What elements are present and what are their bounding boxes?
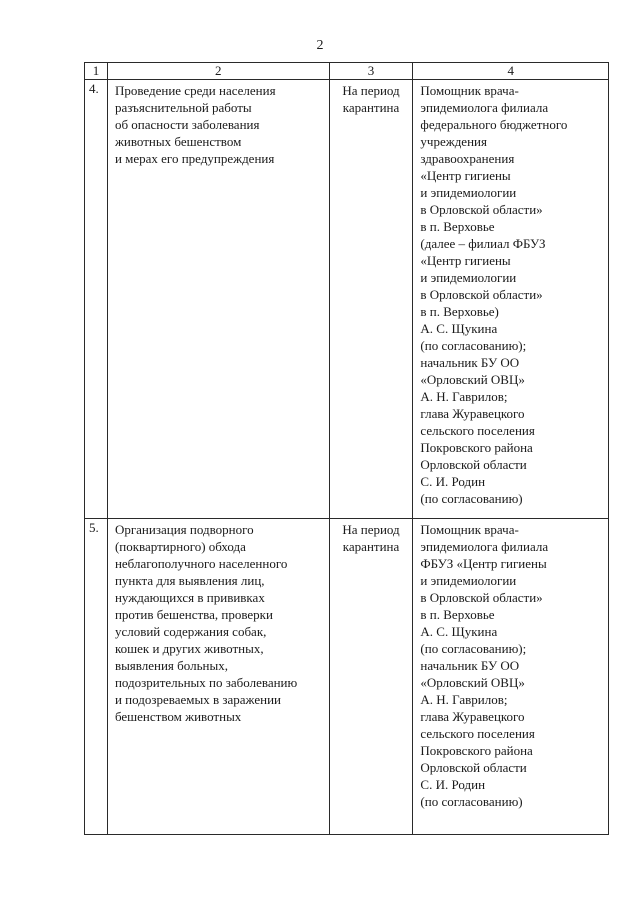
text-line: против бешенства, проверки xyxy=(114,607,273,622)
text-line: «Орловский ОВЦ» xyxy=(420,372,525,387)
text-line: об опасности заболевания xyxy=(114,117,260,132)
text-line: (по согласованию); xyxy=(420,338,527,353)
text-line: сельского поселения xyxy=(420,726,535,741)
text-line: Проведение среди населения xyxy=(114,83,276,98)
text-line: карантина xyxy=(342,539,400,554)
text-line: в п. Верховье xyxy=(420,219,495,234)
text-line: здравоохранения xyxy=(420,151,515,166)
column-header-3: 3 xyxy=(329,63,413,80)
text-line: глава Журавецкого xyxy=(420,406,525,421)
text-line: и эпидемиологии xyxy=(420,185,517,200)
text-line: и подозреваемых в заражении xyxy=(114,692,281,707)
text-line: бешенством животных xyxy=(114,709,242,724)
text-line: С. И. Родин xyxy=(420,777,486,792)
responsible-cell xyxy=(413,519,609,835)
table-row xyxy=(85,519,609,835)
text-line: глава Журавецкого xyxy=(420,709,525,724)
measure-cell xyxy=(107,80,329,519)
text-line: Орловской области xyxy=(420,760,527,775)
row-number: 5. xyxy=(85,519,108,835)
text-line: неблагополучного населенного xyxy=(114,556,288,571)
text-line: Покровского района xyxy=(420,440,533,455)
text-line: нуждающихся в прививках xyxy=(114,590,265,605)
responsible-cell xyxy=(413,80,609,519)
text-line: (по согласованию) xyxy=(420,794,523,809)
table-header-row xyxy=(85,63,609,80)
period-cell xyxy=(329,519,413,835)
text-line: и эпидемиологии xyxy=(420,270,517,285)
text-line: в п. Верховье) xyxy=(420,304,499,319)
text-line: эпидемиолога филиала xyxy=(420,539,549,554)
text-line: «Центр гигиены xyxy=(420,168,511,183)
text-line: в Орловской области» xyxy=(420,202,543,217)
text-line: На период xyxy=(342,83,400,98)
text-line: С. И. Родин xyxy=(420,474,486,489)
text-line: Помощник врача- xyxy=(420,522,519,537)
text-line: разъяснительной работы xyxy=(114,100,252,115)
text-line: карантина xyxy=(342,100,400,115)
text-line: и эпидемиологии xyxy=(420,573,517,588)
text-line: (далее – филиал ФБУЗ xyxy=(420,236,546,251)
column-header-2: 2 xyxy=(107,63,329,80)
text-line: Орловской области xyxy=(420,457,527,472)
text-line: сельского поселения xyxy=(420,423,535,438)
page-number: 2 xyxy=(316,38,324,53)
text-line: Покровского района xyxy=(420,743,533,758)
text-line: А. Н. Гаврилов; xyxy=(420,692,508,707)
text-line: и мерах его предупреждения xyxy=(114,151,275,166)
period-cell xyxy=(329,80,413,519)
text-line: (по согласованию); xyxy=(420,641,527,656)
text-line: ФБУЗ «Центр гигиены xyxy=(420,556,547,571)
text-line: животных бешенством xyxy=(114,134,242,149)
text-line: А. Н. Гаврилов; xyxy=(420,389,508,404)
text-line: подозрительных по заболеванию xyxy=(114,675,298,690)
text-line: (по согласованию) xyxy=(420,491,523,506)
text-line: «Центр гигиены xyxy=(420,253,511,268)
text-line: выявления больных, xyxy=(114,658,228,673)
measure-cell xyxy=(107,519,329,835)
text-line: в Орловской области» xyxy=(420,287,543,302)
text-line: в п. Верховье xyxy=(420,607,495,622)
text-line: начальник БУ ОО xyxy=(420,355,520,370)
column-header-1: 1 xyxy=(85,63,108,80)
text-line: А. С. Щукина xyxy=(420,321,498,336)
text-line: «Орловский ОВЦ» xyxy=(420,675,525,690)
text-line: Помощник врача- xyxy=(420,83,519,98)
table-row xyxy=(85,80,609,519)
text-line: (поквартирного) обхода xyxy=(114,539,246,554)
text-line: начальник БУ ОО xyxy=(420,658,520,673)
row-number: 4. xyxy=(85,80,108,519)
text-line: На период xyxy=(342,522,400,537)
text-line: кошек и других животных, xyxy=(114,641,264,656)
text-line: условий содержания собак, xyxy=(114,624,267,639)
text-line: эпидемиолога филиала xyxy=(420,100,549,115)
text-line: федерального бюджетного xyxy=(420,117,568,132)
text-line: пункта для выявления лиц, xyxy=(114,573,265,588)
text-line: учреждения xyxy=(420,134,487,149)
text-line: А. С. Щукина xyxy=(420,624,498,639)
text-line: в Орловской области» xyxy=(420,590,543,605)
column-header-4: 4 xyxy=(413,63,609,80)
measures-table xyxy=(84,62,609,835)
text-line: Организация подворного xyxy=(114,522,254,537)
